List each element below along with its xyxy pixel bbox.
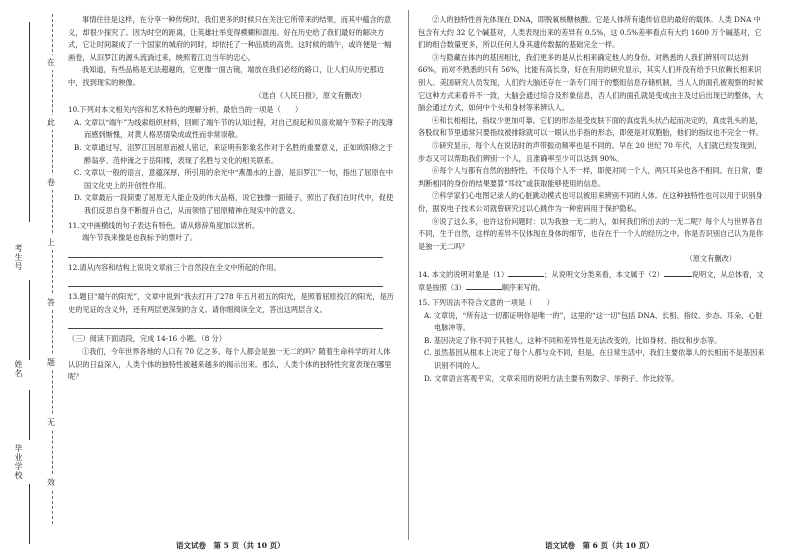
reading-paragraph: ⑦科学家们心电图记录人的心脏跳动模式也可以被用来辨别不同的人体。在这种独特性也可以用于识别身份，据说电子技术公司就曾研究过以心跳作为一种密码用于保护隐私。 [418, 191, 763, 213]
seal-char: 答 [46, 295, 56, 310]
question-14-text: 说明文，从总体看，文章是按照（3） [418, 269, 764, 293]
question-11: 11.文中画横线的句子表达有特色，请从修辞角度加以赏析。 [68, 220, 260, 230]
reading-paragraph: ⑧说了这么多，也许这份问题时：以为我独一无二的人，如何我们所出去的一无二呢？每个人与世界各自不同，生于自然，这样的差异不仅体现在身体的细节，也存在于一个人的经历之中。你是否识别自己认为是你是独一无二吗？ [418, 216, 764, 251]
reading-paragraph: ①我们，今年世界各地的人口有 70 亿之多。每个人都会是独一无二的吗？随着生命科学的对人体认识的日益深入，人类个体的独特性被越来越多的揭示出来。那么，人类个体的独特性究竟表现在哪里呢？ [68, 347, 392, 382]
reading-paragraph: ⑤研究显示，每个人在说话时的声带振动频率也是不同的。早在 20 世纪 70 年代，人们就已经发现到，步态又可以帮助我们辨别一个人，且准确率至少可以达到 90%。 [418, 140, 762, 163]
reading-paragraph: ③与隐藏在体内的基因相比，我们更多的是从长相来确定他人的身份。对熟悉的人我们辨别可以达到 66%，而对不熟悉的只有 56%，比能有高长身，好在有用的研究显示，其实人们并没有给予只依赖长相来识别人。美国研究人员发现，人们约大脑还存在一条专门用于的整组信息存储机制，当人人的面孔被观察的时候它这种方式来看并不一致，大脑会通过综合及形象信息，否人们的面孔就是变成由主及过后出现已的整体，大脑会通过方式，如何中个头和身材等来辨认人。 [418, 52, 764, 113]
exam-number-line [29, 22, 30, 222]
question-14-text: ；从说明文分类来看，本文属于（2） [544, 269, 664, 279]
seal-char: 此 [46, 115, 56, 130]
question-15-option-a: A. 文章说，“所有这一切都证明你是唯一的”，这里的“这一切”包括 DNA、长相、指纹、步态、耳朵、心脏电脉冲等。 [424, 310, 763, 333]
page-divider [408, 10, 409, 540]
exam-number-label: 考生号 [14, 244, 23, 271]
reading-paragraph: ⑥每个人与都有自然的独特性，不仅每个人不一样，即使对同一个人，两只耳朵也各不相同。在日常，要判断相同的身份的结果要算“耳纹”或获取能够使用的信息。 [418, 166, 763, 188]
question-10-option-c: C. 文章以一般的语言，意蕴深厚，所引用的余光中“燕墨水的上游，是汨罗江”一句，指出了屈原在中国文化史上的开创性作用。 [74, 168, 394, 190]
answer-line[interactable] [68, 318, 383, 329]
answer-line[interactable] [68, 276, 383, 287]
answer-blank[interactable] [508, 268, 544, 277]
reading-paragraph: 我知道，有些品格是无法超越的，它更像一面古镜，端放在我们必经的路口，让人们从历史那边中，找到现实的映像。 [68, 65, 384, 87]
name-label: 姓名 [14, 360, 23, 378]
school-label: 毕业学校 [14, 444, 23, 480]
school-line-bottom [29, 484, 30, 544]
question-11-quote: 端午节我来像是也我标予的票叶了。 [82, 233, 198, 243]
question-14 [418, 268, 766, 295]
section-3-heading: （三）阅读下面语段，完成 14-16 小题。（8 分） [68, 334, 226, 344]
answer-blank[interactable] [466, 281, 502, 290]
question-12: 12.请从内容和结构上说说文章前三个自然段在全文中所起的作用。 [68, 262, 281, 272]
question-14-text: 顺序来写的。 [501, 283, 545, 293]
reading-paragraph: 事情往往是这样，在分享一种传统时，我们更多的时候只在关注它所带来的结果，而其中蕴含的意义，却很少探究了。因为时空的距离，让英雄壮举变得模糊和混沌。好在历史给了我们最好的解决方式，它让时间凝成了一个国家的城府的同时，却依托了一种品质的高贵。这时候的端午，或许便是一幅画卷，从汨罗江的源头流淌过来，映照着江边当年的忠心。 [68, 15, 392, 62]
seal-char: 上 [46, 235, 56, 250]
question-10-option-a: A. 文章以“端午”为线索组织材料，回顾了端午节的认知过程，对自己捉起和贝喜欢端午节粽子的浅薄而感到惭愧，对黄人格恶情染成或性而非常崇敬。 [74, 117, 393, 140]
page-footer-right: 语文试卷 第 6 页（共 10 页） [545, 541, 654, 550]
answer-line[interactable] [68, 247, 383, 258]
seal-char: 效 [46, 475, 56, 490]
school-line [29, 390, 30, 440]
source-citation: （选自《人民日报》，原文有删改） [254, 90, 366, 100]
binding-strip [0, 0, 46, 560]
source-citation: （原文有删改） [685, 254, 736, 264]
seal-line [52, 14, 63, 524]
name-line [29, 280, 30, 360]
reading-paragraph: ④和长相相比，指纹少更加可靠。它们的形态是受皮肤下面的真皮乳头状凸起而决定的，真皮乳头的是，各股纹和节里通常只要指纹被排除就可以一眼认出手指的形态，即使是对双胞胎，他们的指纹也不完全一样。 [418, 115, 764, 138]
question-13: 13.题目“端午的阳光”，文章中说到“我去打开了278 年五月初五的阳光，是照着屈原投江的阳光，是历史的见证的含义外，还有两层更深刻的含义。请你细阅读全文，答出这两层含义。 [68, 292, 394, 314]
page-footer-left: 语文试卷 第 5 页（共 10 页） [176, 541, 285, 550]
question-15-option-b: B. 基因决定了你不同于其他人，这种不同和差异性是无法改变的，比如身材、指纹和步态等。 [424, 335, 722, 345]
answer-blank[interactable] [664, 268, 692, 277]
question-10-option-b: B. 文章通过写，泪罗江因屈原而被人铭记，来证明有影象名作对于名胜的重要意义，正如欧阳修之于醉翁亭、范仲淹之于岳阳楼，表现了名胜与文化的相关联系。 [74, 142, 393, 165]
seal-char: 在 [46, 55, 56, 70]
reading-paragraph: ②人的独特性首先体现在 DNA，即脱氧核糖核酸。它是人体所有遗传信息的最好的载体。人类 DNA 中包含有大约 32 亿个碱基对，人类表现出来的差异有 0.5%，这 0.5%差率看点有大约 1600 万个碱基对，它们的组合数量更多，所以任何人身其遗传数据的基础完全一样。 [418, 15, 762, 50]
page-5-column [68, 14, 396, 384]
question-10-option-d: D. 文章最后一段简要了屈原无人能企及的伟大品格，说它独像一面镜子，照出了我们在时代中，促使我们反思自身不断提升自己，从而领悟了屈原精神在现实中的意义。 [74, 193, 394, 215]
page-6-column [418, 14, 766, 385]
question-10: 10.下列对本文相关内容和艺术特色的理解分析，最恰当的一项是（ ） [68, 105, 303, 115]
question-15-option-d: D. 文章语言客观平实，文章采用的说明方法主要有列数字、举例子、作比较等。 [424, 373, 679, 383]
seal-char: 题 [46, 355, 56, 370]
seal-char: 无 [46, 415, 56, 430]
seal-char: 卷 [46, 175, 56, 190]
question-15-option-c: C. 虽然基因从根本上决定了每个人都与众不同，但是，在日常生活中，我们主要依靠人的长相而不是基因来识别不同的人。 [424, 348, 765, 371]
question-14-text: 14. 本文的说明对象是（1） [418, 269, 509, 279]
question-15: 15. 下列说法不符合文意的一项是（ ） [418, 298, 554, 308]
